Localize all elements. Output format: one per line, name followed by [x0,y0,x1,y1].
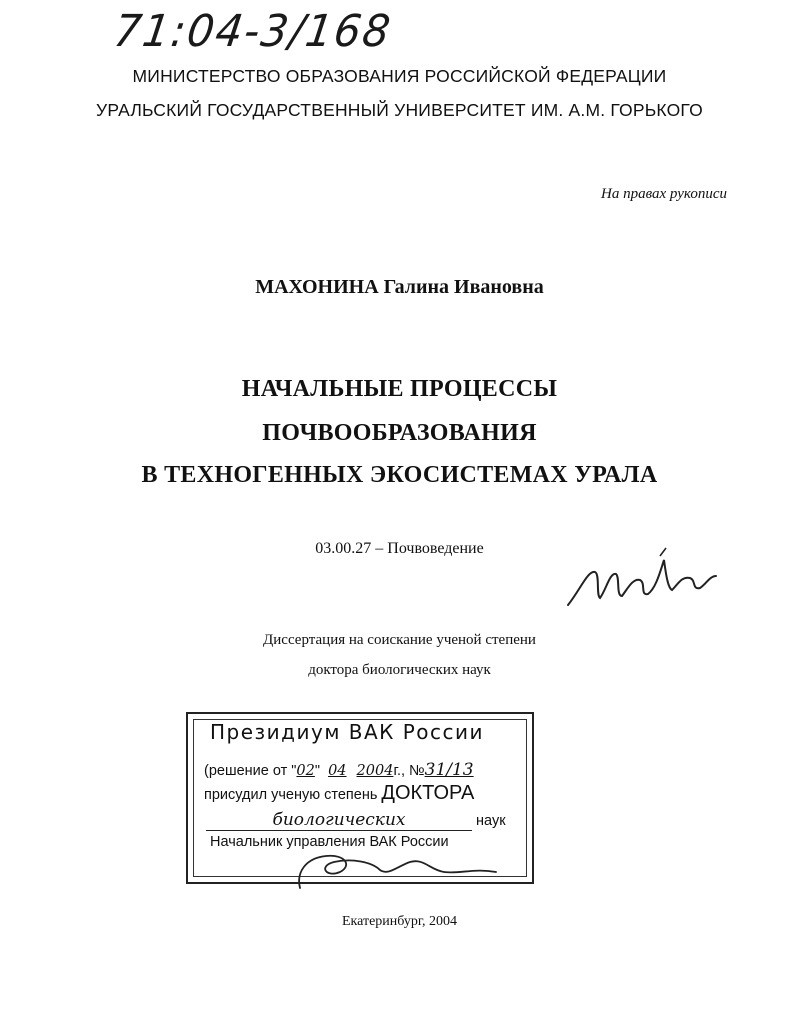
dissertation-line-2: доктора биологических наук [308,662,491,678]
ministry-header: МИНИСТЕРСТВО ОБРАЗОВАНИЯ РОССИЙСКОЙ ФЕДЕРАЦИИ [132,66,667,86]
awarded-prefix: присудил ученую степень [204,787,378,803]
handwritten-archive-code: 71:04-3/168 [110,6,395,57]
stamp-chief-line: Начальник управления ВАК России [210,834,449,850]
author-name: МАХОНИНА Галина Ивановна [255,276,544,298]
university-header: УРАЛЬСКИЙ ГОСУДАРСТВЕННЫЙ УНИВЕРСИТЕТ ИМ. А.М. ГОРЬКОГО [96,100,703,120]
decision-year: 2004 [356,763,394,779]
decision-prefix: (решение от " [204,763,297,779]
title-line-1: НАЧАЛЬНЫЕ ПРОЦЕССЫ [241,376,558,402]
title-line-2: ПОЧВООБРАЗОВАНИЯ [262,420,537,446]
decision-suffix: г., № [393,763,425,779]
decision-number: 31/13 [424,760,474,780]
dissertation-line-1: Диссертация на соискание ученой степени [263,632,536,648]
stamp-heading: Президиум ВАК России [210,720,485,744]
rights-note: На правах рукописи [601,186,727,202]
city-year: Екатеринбург, 2004 [341,914,458,929]
awarded-degree: ДОКТОРА [381,782,475,804]
field-handwritten: биологических [206,810,472,831]
decision-day: 02 [296,763,315,779]
decision-month: 04 [328,763,347,779]
specialty-code: 03.00.27 – Почвоведение [315,540,484,557]
title-line-3: В ТЕХНОГЕННЫХ ЭКОСИСТЕМАХ УРАЛА [141,462,658,488]
decision-sep: " [314,763,321,779]
field-suffix: наук [476,813,506,829]
